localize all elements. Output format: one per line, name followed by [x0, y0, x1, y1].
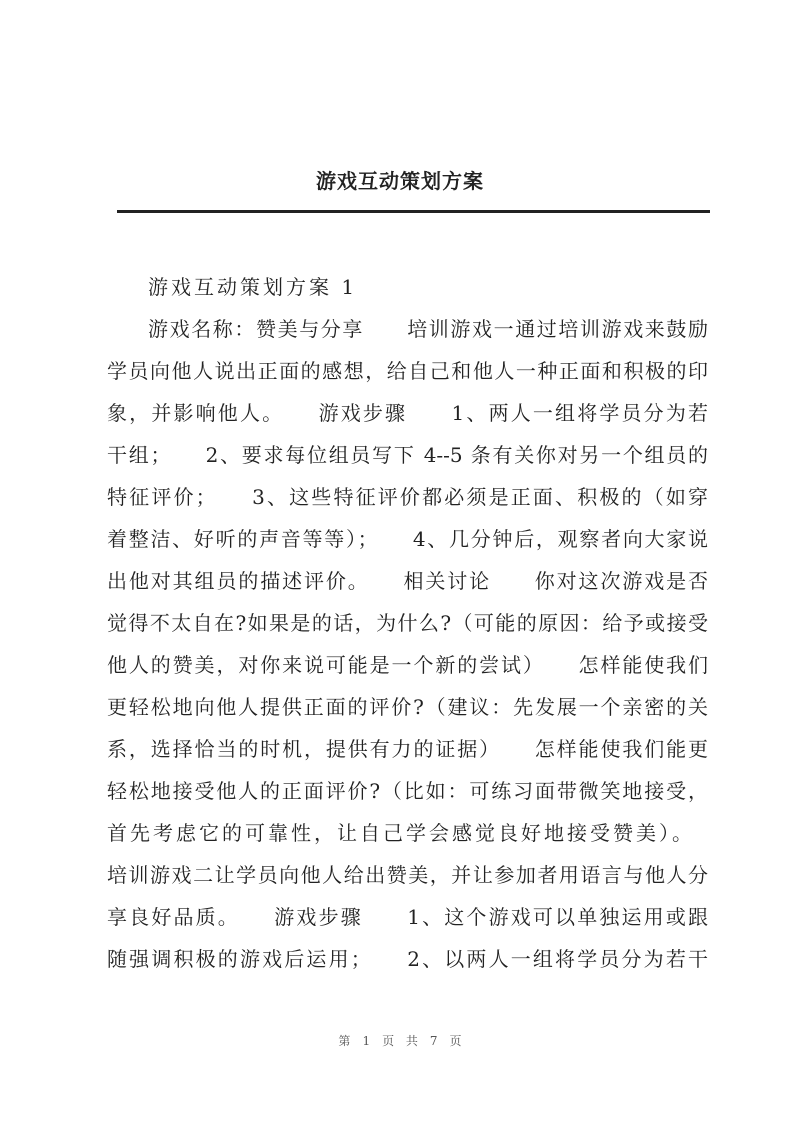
page-total: 7	[429, 1034, 438, 1048]
page-prefix: 第	[338, 1034, 351, 1048]
text-line: 他人的赞美，对你来说可能是一个新的尝试） 怎样能使我们	[107, 653, 708, 677]
text-line: 学员向他人说出正面的感想，给自己和他人一种正面和积极的印	[107, 359, 708, 383]
text-line: 游戏名称：赞美与分享 培训游戏一通过培训游戏来鼓励	[148, 317, 708, 341]
page-mid: 页 共	[382, 1034, 418, 1048]
document-body	[107, 270, 708, 984]
text-line: 觉得不太自在?如果是的话，为什么?（可能的原因：给予或接受	[107, 611, 708, 635]
text-line: 干组； 2、要求每位组员写下 4--5 条有关你对另一个组员的	[107, 443, 708, 467]
text-line: 随强调积极的游戏后运用； 2、以两人一组将学员分为若干	[107, 947, 708, 971]
text-line: 享良好品质。 游戏步骤 1、这个游戏可以单独运用或跟	[107, 905, 708, 929]
page-footer	[0, 1032, 800, 1049]
title-divider	[117, 210, 710, 213]
page-suffix: 页	[449, 1034, 462, 1048]
text-line: 象，并影响他人。 游戏步骤 1、两人一组将学员分为若	[107, 401, 708, 425]
text-line: 轻松地接受他人的正面评价?（比如：可练习面带微笑地接受，	[107, 779, 708, 803]
section-heading: 游戏互动策划方案 1	[148, 275, 358, 299]
text-line: 首先考虑它的可靠性，让自己学会感觉良好地接受赞美）。	[107, 821, 695, 845]
text-line: 培训游戏二让学员向他人给出赞美，并让参加者用语言与他人分	[107, 863, 708, 887]
text-line: 特征评价； 3、这些特征评价都必须是正面、积极的（如穿	[107, 485, 708, 509]
document-title: 游戏互动策划方案	[316, 169, 484, 193]
text-line: 着整洁、好听的声音等等）； 4、几分钟后，观察者向大家说	[107, 527, 708, 551]
page-number: 1	[362, 1034, 371, 1048]
text-line: 出他对其组员的描述评价。 相关讨论 你对这次游戏是否	[107, 569, 708, 593]
text-line: 更轻松地向他人提供正面的评价?（建议：先发展一个亲密的关	[107, 695, 708, 719]
text-line: 系，选择恰当的时机，提供有力的证据） 怎样能使我们能更	[107, 737, 708, 761]
